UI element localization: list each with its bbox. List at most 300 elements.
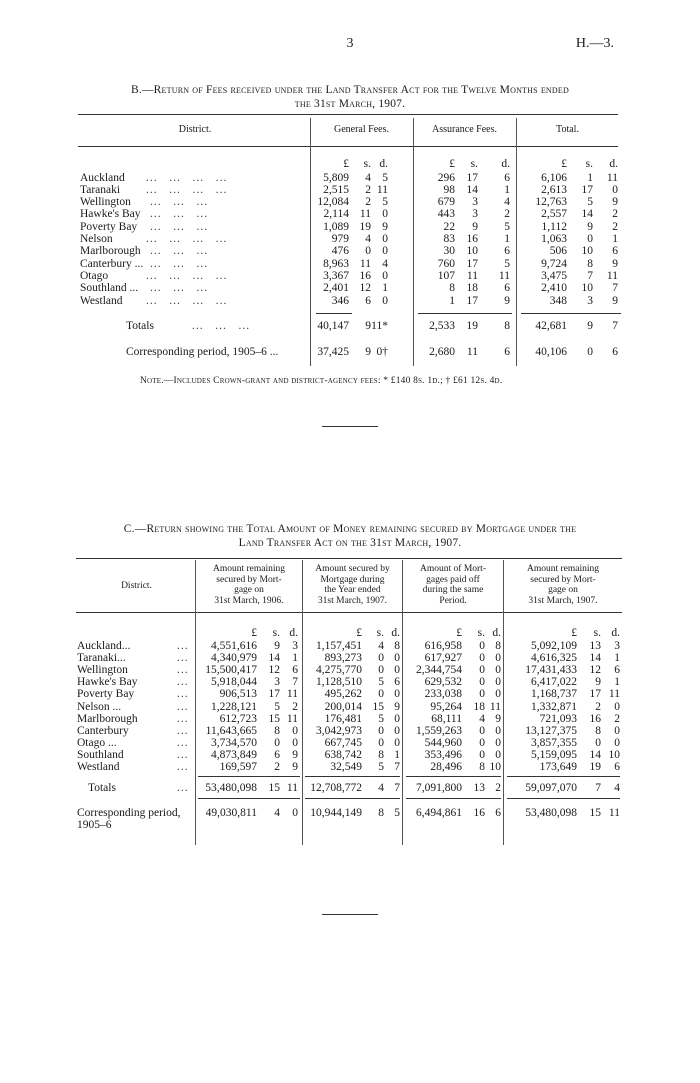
leader-dots: ... ... ...	[150, 196, 209, 209]
column-header-line: Amount of Mort-	[420, 564, 486, 574]
mortgage-c1-value: 14	[268, 652, 280, 665]
corresponding-c1-value: 4	[274, 807, 280, 819]
assurance-fees-value: 6	[504, 282, 510, 295]
mortgage-c2-value: 5	[378, 761, 384, 773]
corresponding-general-fees: 9	[365, 346, 371, 358]
column-header-line: 31st March, 1907.	[528, 595, 598, 606]
return-b-column-header: Assurance Fees.	[432, 124, 497, 135]
mortgage-c2-value: 200,014	[324, 700, 362, 713]
mortgage-c2-value: 0	[378, 724, 384, 737]
mortgage-c2-value: 0	[394, 664, 400, 677]
mortgage-c3-value: 8	[479, 761, 485, 773]
assurance-fees-value: 3	[472, 196, 478, 209]
mortgage-c4-value: 3	[614, 640, 620, 652]
mortgage-c3-value: 0	[479, 652, 485, 665]
mortgage-c4-value: 6	[614, 761, 620, 773]
corresponding-period-years: 1905–6	[77, 819, 112, 831]
leader-dots: ...	[177, 664, 189, 677]
unit-label: s.	[585, 158, 593, 170]
return-c-column-header	[303, 564, 402, 606]
assurance-fees-value: 296	[437, 171, 455, 184]
mortgage-c4-value: 17	[589, 688, 601, 701]
assurance-fees-value: 6	[504, 171, 510, 184]
assurance-fees-value: 2	[504, 208, 510, 221]
mortgage-c3-value: 0	[479, 676, 485, 689]
assurance-fees-value: 17	[466, 257, 478, 270]
totals-label: Totals	[126, 320, 154, 332]
mortgage-c1-value: 17	[268, 688, 280, 701]
mortgage-c1-total: 15	[268, 782, 280, 794]
assurance-fees-total: 2,533	[429, 320, 455, 332]
district-name: Hawke's Bay	[77, 676, 138, 689]
district-name: Taranaki	[80, 183, 121, 196]
column-header-line: Mortgage during	[320, 574, 385, 585]
mortgage-c3-value: 353,496	[424, 748, 462, 761]
corresponding-general-fees: 0†	[376, 346, 388, 358]
unit-label: £	[571, 627, 577, 639]
general-fees-value: 476	[331, 245, 349, 258]
leader-dots: ...	[177, 688, 189, 701]
leader-dots: ...	[177, 700, 189, 713]
assurance-fees-value: 17	[466, 171, 478, 184]
mortgage-c2-value: 9	[394, 700, 400, 713]
assurance-fees-value: 1	[504, 183, 510, 196]
mortgage-c4-value: 6,417,022	[531, 676, 577, 689]
mortgage-c2-value: 1,157,451	[316, 640, 362, 652]
mortgage-c3-value: 617,927	[424, 652, 462, 665]
mortgage-c1-value: 2	[274, 761, 280, 773]
assurance-fees-value: 9	[472, 220, 478, 233]
column-header-line: District.	[121, 581, 152, 591]
return-c-column-header	[504, 564, 622, 606]
column-header-line: 31st March, 1907.	[317, 595, 388, 606]
assurance-fees-value: 5	[504, 220, 510, 233]
leader-dots: ... ... ... ...	[146, 294, 228, 307]
mortgage-c1-value: 11	[286, 688, 298, 701]
grand-total: 42,681	[535, 320, 567, 332]
column-header-line: gage on	[548, 585, 578, 595]
mortgage-c3-value: 18	[473, 700, 485, 713]
total-fees-value: 1	[587, 171, 593, 184]
total-rule	[507, 776, 620, 777]
corresponding-c3-value: 6,494,861	[416, 807, 462, 819]
mortgage-c1-value: 9	[292, 761, 298, 773]
mortgage-c3-value: 0	[495, 736, 501, 749]
mortgage-c2-value: 0	[394, 736, 400, 749]
general-fees-value: 12	[359, 282, 371, 295]
total-fees-value: 11	[606, 171, 618, 184]
corresponding-assurance-fees: 6	[504, 346, 510, 358]
corresponding-c3-value: 16	[473, 807, 485, 819]
unit-label: s.	[363, 158, 371, 170]
district-name: Hawke's Bay	[80, 208, 141, 221]
mortgage-c4-value: 0	[614, 736, 620, 749]
assurance-fees-value: 9	[504, 294, 510, 307]
mortgage-c4-value: 721,093	[539, 712, 577, 725]
mortgage-c4-value: 1,332,871	[531, 700, 577, 713]
mortgage-c3-value: 0	[495, 652, 501, 665]
column-header-line: Amount secured by	[315, 564, 390, 574]
leader-dots: ...	[177, 676, 189, 689]
mortgage-c1-value: 8	[274, 724, 280, 737]
mortgage-c2-value: 4	[378, 640, 384, 652]
assurance-fees-total: 8	[504, 320, 510, 332]
district-name: Marlborough	[80, 245, 141, 258]
mortgage-c4-value: 5,092,109	[531, 640, 577, 652]
corresponding-c4-value: 11	[608, 807, 620, 819]
general-fees-value: 4	[382, 257, 388, 270]
general-fees-value: 1	[382, 282, 388, 295]
mortgage-c1-value: 0	[292, 736, 298, 749]
assurance-fees-value: 10	[466, 245, 478, 258]
mortgage-c3-value: 8	[495, 640, 501, 652]
district-name: Westland	[77, 761, 120, 773]
mortgage-c3-value: 0	[495, 676, 501, 689]
mortgage-c1-value: 5	[274, 700, 280, 713]
mortgage-c4-value: 1,168,737	[531, 688, 577, 701]
total-fees-value: 6	[612, 245, 618, 258]
mortgage-c1-value: 169,597	[219, 761, 257, 773]
mortgage-c2-value: 0	[394, 724, 400, 737]
district-name: Wellington	[80, 196, 131, 209]
assurance-fees-value: 14	[466, 183, 478, 196]
mortgage-c4-value: 1	[614, 652, 620, 665]
mortgage-c4-value: 14	[589, 748, 601, 761]
mortgage-c3-value: 10	[489, 761, 501, 773]
mortgage-c2-value: 1,128,510	[316, 676, 362, 689]
mortgage-c3-value: 28,496	[430, 761, 462, 773]
total-rule	[305, 776, 400, 777]
mortgage-c3-value: 629,532	[424, 676, 462, 689]
mortgage-c3-total: 2	[495, 782, 501, 794]
column-header-line: Amount remaining	[526, 564, 600, 574]
unit-label: £	[251, 627, 257, 639]
mortgage-c3-value: 0	[479, 640, 485, 652]
mortgage-c3-value: 0	[479, 736, 485, 749]
general-fees-value: 4	[365, 171, 371, 184]
corresponding-general-fees: 37,425	[317, 346, 349, 358]
mortgage-c4-value: 10	[608, 748, 620, 761]
mortgage-c2-value: 638,742	[324, 748, 362, 761]
general-fees-value: 0	[365, 245, 371, 258]
general-fees-total: 11*	[371, 320, 388, 332]
mortgage-c1-value: 6	[274, 748, 280, 761]
column-header-line: Amount remaining	[212, 564, 286, 574]
district-name: Canterbury	[77, 724, 129, 737]
mortgage-c4-value: 13,127,375	[525, 724, 577, 737]
total-rule	[305, 798, 400, 799]
mortgage-c3-value: 616,958	[424, 640, 462, 652]
corresponding-period-label: Corresponding period, 1905–6 ...	[126, 346, 279, 358]
unit-label: s.	[593, 627, 601, 639]
mortgage-c2-value: 6	[394, 676, 400, 689]
mortgage-c2-value: 4,275,770	[316, 664, 362, 677]
mortgage-c4-value: 0	[614, 724, 620, 737]
return-c-column-header	[78, 581, 195, 592]
total-fees-value: 10	[581, 245, 593, 258]
return-b-column-header: District.	[178, 124, 212, 135]
mortgage-c2-value: 32,549	[330, 761, 362, 773]
total-fees-value: 3,475	[541, 269, 567, 282]
district-name: Nelson ...	[77, 700, 122, 713]
leader-dots: ...	[177, 761, 189, 773]
unit-label: d.	[492, 627, 501, 639]
general-fees-value: 5	[382, 171, 388, 184]
total-fees-value: 14	[581, 208, 593, 221]
mortgage-c4-value: 14	[589, 652, 601, 665]
mortgage-c1-total: 11	[286, 782, 298, 794]
unit-label: d.	[609, 158, 618, 170]
corresponding-total: 40,106	[535, 346, 567, 358]
mortgage-c2-value: 8	[394, 640, 400, 652]
assurance-fees-value: 5	[504, 257, 510, 270]
corresponding-total: 0	[587, 346, 593, 358]
general-fees-value: 2	[365, 183, 371, 196]
mortgage-c1-value: 3	[274, 676, 280, 689]
mortgage-c2-value: 7	[394, 761, 400, 773]
assurance-fees-value: 760	[437, 257, 455, 270]
total-fees-value: 9	[612, 196, 618, 209]
mortgage-c1-value: 4,340,979	[211, 652, 257, 665]
total-fees-value: 1,112	[541, 220, 567, 233]
return-c-title-line2: Land Transfer Act on the 31st March, 1907.	[238, 537, 462, 549]
unit-label: d.	[611, 627, 620, 639]
unit-label: d.	[289, 627, 298, 639]
leader-dots: ...	[177, 782, 189, 794]
page-number: 3	[346, 36, 354, 51]
assurance-fees-value: 8	[449, 282, 455, 295]
total-rule	[406, 798, 501, 799]
mortgage-c4-value: 16	[589, 712, 601, 725]
general-fees-value: 5,809	[323, 171, 349, 184]
mortgage-c1-value: 0	[292, 724, 298, 737]
mortgage-c4-total: 4	[614, 782, 620, 794]
assurance-fees-value: 443	[437, 208, 455, 221]
leader-dots: ... ... ... ...	[146, 183, 228, 196]
total-rule	[507, 798, 620, 799]
mortgage-c2-value: 8	[378, 748, 384, 761]
mortgage-c2-value: 893,273	[324, 652, 362, 665]
general-fees-value: 0	[382, 233, 388, 245]
district-name: Westland	[80, 294, 123, 307]
leader-dots: ... ... ...	[150, 220, 209, 233]
unit-label: £	[449, 158, 455, 170]
total-fees-value: 0	[612, 183, 618, 196]
total-fees-value: 2,613	[541, 183, 567, 196]
column-header-line: during the same	[422, 585, 484, 595]
unit-label: d.	[391, 627, 400, 639]
mortgage-c1-value: 7	[292, 676, 298, 689]
mortgage-c3-value: 0	[479, 664, 485, 677]
general-fees-total: 40,147	[317, 320, 349, 332]
mortgage-c1-value: 9	[274, 640, 280, 652]
mortgage-c3-value: 2,344,754	[416, 664, 462, 677]
total-fees-value: 12,763	[535, 196, 567, 209]
district-name: Southland	[77, 748, 124, 761]
district-name: Southland ...	[80, 282, 139, 295]
unit-label: s.	[272, 627, 280, 639]
return-b-column-header: Total.	[556, 124, 579, 135]
leader-dots: ... ... ... ...	[146, 233, 228, 245]
mortgage-c4-value: 9	[595, 676, 601, 689]
assurance-fees-value: 11	[466, 269, 478, 282]
assurance-fees-value: 17	[466, 294, 478, 307]
mortgage-c4-value: 19	[589, 761, 601, 773]
assurance-fees-value: 16	[466, 233, 478, 245]
total-fees-value: 2,410	[541, 282, 567, 295]
mortgage-c2-value: 0	[394, 688, 400, 701]
general-fees-value: 5	[382, 196, 388, 209]
total-fees-value: 5	[587, 196, 593, 209]
general-fees-value: 12,084	[317, 196, 349, 209]
total-fees-value: 1,063	[541, 233, 567, 245]
general-fees-value: 9	[382, 220, 388, 233]
unit-label: £	[561, 158, 567, 170]
total-fees-value: 2	[612, 220, 618, 233]
mortgage-c3-value: 0	[495, 748, 501, 761]
total-fees-value: 7	[587, 269, 593, 282]
general-fees-value: 0	[382, 294, 388, 307]
general-fees-value: 8,963	[323, 257, 349, 270]
mortgage-c3-value: 233,038	[424, 688, 462, 701]
assurance-fees-value: 83	[443, 233, 455, 245]
return-b-note: Note.—Includes Crown-grant and district-agency fees: * £140 8s. 1d.; † £61 12s. 4d.	[140, 376, 503, 386]
leader-dots: ...	[177, 724, 189, 737]
mortgage-c4-value: 5,159,095	[531, 748, 577, 761]
mortgage-c1-value: 4,551,616	[211, 640, 257, 652]
mortgage-c1-value: 612,723	[219, 712, 257, 725]
unit-label: d.	[501, 158, 510, 170]
column-header-line: gages paid off	[426, 574, 480, 585]
column-header-line: Period.	[439, 595, 467, 606]
mortgage-c4-total: 59,097,070	[525, 782, 577, 794]
corresponding-c3-value: 6	[495, 807, 501, 819]
mortgage-c4-value: 11	[608, 688, 620, 701]
mortgage-c4-value: 6	[614, 664, 620, 677]
column-header-line: the Year ended	[324, 585, 381, 595]
mortgage-c2-value: 0	[394, 652, 400, 665]
general-fees-value: 3,367	[323, 269, 349, 282]
district-name: Otago ...	[77, 736, 117, 749]
mortgage-c4-value: 4,616,325	[531, 652, 577, 665]
return-c-top-rule	[76, 558, 622, 559]
general-fees-value: 6	[365, 294, 371, 307]
general-fees-value: 2,114	[323, 208, 349, 221]
leader-dots: ... ... ... ...	[146, 269, 228, 282]
general-fees-total: 9	[365, 320, 371, 332]
mortgage-c1-value: 11	[286, 712, 298, 725]
mortgage-c4-value: 1	[614, 676, 620, 689]
general-fees-value: 11	[359, 257, 371, 270]
total-fees-value: 7	[612, 282, 618, 295]
general-fees-value: 16	[359, 269, 371, 282]
unit-label: £	[343, 158, 349, 170]
mortgage-c3-value: 0	[495, 724, 501, 737]
mortgage-c4-value: 2	[614, 712, 620, 725]
corresponding-c4-value: 53,480,098	[525, 807, 577, 819]
unit-label: d.	[379, 158, 388, 170]
total-rule	[198, 798, 300, 799]
assurance-fees-value: 6	[504, 245, 510, 258]
mortgage-c2-value: 495,262	[324, 688, 362, 701]
assurance-fees-value: 679	[437, 196, 455, 209]
mortgage-c2-value: 0	[378, 664, 384, 677]
mortgage-c3-value: 0	[479, 748, 485, 761]
mortgage-c2-total: 7	[394, 782, 400, 794]
mortgage-c1-value: 15,500,417	[205, 664, 257, 677]
total-fees-value: 11	[606, 269, 618, 282]
assurance-fees-value: 1	[504, 233, 510, 245]
mortgage-c4-value: 3,857,355	[531, 736, 577, 749]
mortgage-c1-value: 1,228,121	[211, 700, 257, 713]
grand-total: 7	[612, 320, 618, 332]
mortgage-c3-total: 7,091,800	[416, 782, 462, 794]
district-name: Poverty Bay	[80, 220, 138, 233]
mortgage-c1-value: 3	[292, 640, 298, 652]
assurance-fees-total: 19	[466, 320, 478, 332]
total-fees-value: 10	[581, 282, 593, 295]
assurance-fees-value: 3	[472, 208, 478, 221]
unit-label: s.	[376, 627, 384, 639]
corresponding-c1-value: 0	[292, 807, 298, 819]
grand-total: 9	[587, 320, 593, 332]
assurance-fees-value: 30	[443, 245, 455, 258]
corresponding-c2-value: 5	[394, 807, 400, 819]
general-fees-value: 4	[365, 233, 371, 245]
return-c-header-rule	[76, 612, 622, 613]
mortgage-c1-value: 6	[292, 664, 298, 677]
column-header-line: secured by Mort-	[216, 574, 282, 585]
corresponding-period-label: Corresponding period,	[77, 807, 181, 819]
mortgage-c3-value: 0	[479, 688, 485, 701]
general-fees-value: 11	[376, 183, 388, 196]
mortgage-c3-value: 95,264	[430, 700, 462, 713]
return-c-column-header	[196, 564, 302, 606]
total-fees-value: 2	[612, 208, 618, 221]
mortgage-c3-value: 4	[479, 712, 485, 725]
column-header-line: secured by Mort-	[530, 574, 596, 585]
general-fees-value: 2	[365, 196, 371, 209]
return-c-title-line1: C.—Return showing the Total Amount of Money remaining secured by Mortgage under the	[123, 523, 577, 535]
mortgage-c3-value: 9	[495, 712, 501, 725]
leader-dots: ... ... ...	[150, 245, 209, 258]
mortgage-c1-value: 906,513	[219, 688, 257, 701]
leader-dots: ... ... ...	[150, 257, 209, 270]
unit-label: £	[456, 627, 462, 639]
mortgage-c2-value: 5	[378, 676, 384, 689]
mortgage-c2-total: 4	[378, 782, 384, 794]
mortgage-c2-value: 0	[378, 736, 384, 749]
mortgage-c3-value: 0	[479, 724, 485, 737]
assurance-fees-value: 98	[443, 183, 455, 196]
total-fees-value: 2,557	[541, 208, 567, 221]
district-name: Wellington	[77, 664, 128, 677]
general-fees-value: 0	[382, 208, 388, 221]
corresponding-assurance-fees: 11	[466, 346, 478, 358]
mortgage-c2-value: 3,042,973	[316, 724, 362, 737]
district-name: Otago	[80, 269, 109, 282]
mortgage-c4-value: 17,431,433	[525, 664, 577, 677]
corresponding-total: 6	[612, 346, 618, 358]
mortgage-c1-value: 11,643,665	[205, 724, 257, 737]
return-b-title-line2: the 31st March, 1907.	[294, 98, 406, 110]
mortgage-c4-value: 0	[595, 736, 601, 749]
mortgage-c1-value: 9	[292, 748, 298, 761]
assurance-fees-value: 4	[504, 196, 510, 209]
district-name: Nelson	[80, 233, 113, 245]
mortgage-c1-value: 4,873,849	[211, 748, 257, 761]
total-fees-value: 0	[587, 233, 593, 245]
